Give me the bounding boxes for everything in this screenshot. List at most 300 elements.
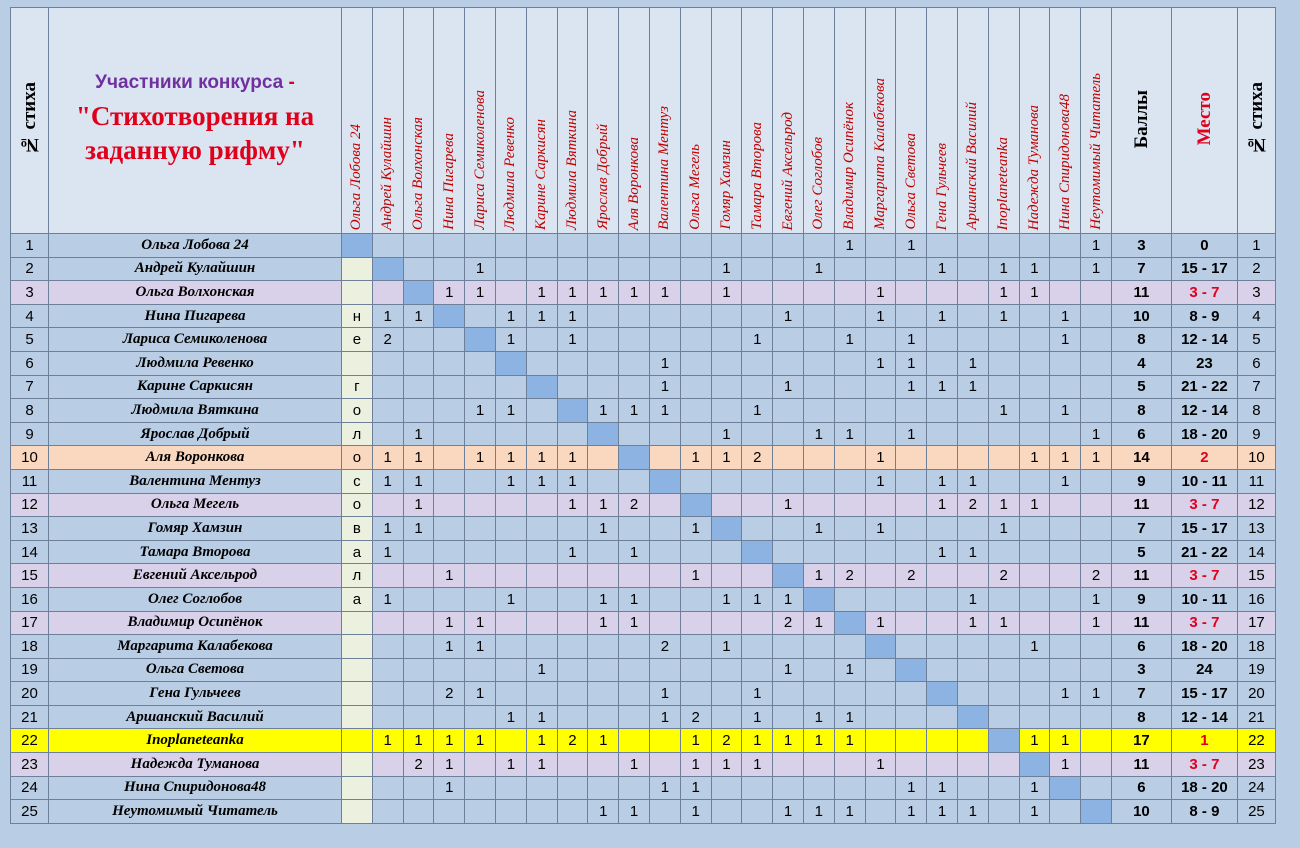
vote-cell: 1 xyxy=(865,351,896,375)
voter-header-label: Маргарита Калабекова xyxy=(871,78,888,230)
place-cell: 8 - 9 xyxy=(1171,304,1237,328)
vote-cell: 1 xyxy=(957,540,988,564)
vote-cell xyxy=(495,611,526,635)
vote-cell xyxy=(803,328,834,352)
vote-cell xyxy=(1081,635,1112,659)
vote-cell xyxy=(711,540,742,564)
score-cell: 9 xyxy=(1111,469,1171,493)
row-number: 5 xyxy=(11,328,49,352)
row-number-right: 16 xyxy=(1237,587,1275,611)
vote-cell xyxy=(896,587,927,611)
vote-cell: 1 xyxy=(619,800,650,824)
voter-header xyxy=(1081,8,1112,234)
vote-cell: 1 xyxy=(372,517,403,541)
vote-cell xyxy=(927,422,958,446)
vote-cell xyxy=(1050,611,1081,635)
vote-cell xyxy=(342,611,373,635)
vote-cell: 1 xyxy=(834,705,865,729)
vote-cell xyxy=(465,658,496,682)
voter-header-label: Аршанский Василий xyxy=(964,102,981,230)
voter-header-label: Inoplaneteanka xyxy=(995,136,1012,230)
vote-cell xyxy=(896,611,927,635)
vote-cell: 1 xyxy=(465,399,496,423)
vote-cell: 1 xyxy=(865,446,896,470)
vote-cell: 1 xyxy=(526,753,557,777)
diagonal-cell xyxy=(342,234,373,258)
score-cell: 7 xyxy=(1111,682,1171,706)
voter-header-label: Гомяр Хамзин xyxy=(717,140,734,230)
vote-cell xyxy=(526,328,557,352)
vote-cell xyxy=(834,375,865,399)
vote-cell xyxy=(896,304,927,328)
vote-cell xyxy=(588,446,619,470)
score-cell: 10 xyxy=(1111,304,1171,328)
vote-cell xyxy=(557,635,588,659)
vote-cell xyxy=(465,422,496,446)
vote-cell xyxy=(403,234,434,258)
vote-cell xyxy=(403,658,434,682)
vote-cell xyxy=(342,682,373,706)
row-number: 18 xyxy=(11,635,49,659)
voter-header xyxy=(403,8,434,234)
vote-cell: 1 xyxy=(588,611,619,635)
place-cell: 12 - 14 xyxy=(1171,399,1237,423)
vote-cell xyxy=(1019,375,1050,399)
vote-cell xyxy=(372,351,403,375)
vote-cell: 1 xyxy=(465,257,496,281)
table-row xyxy=(11,304,1276,328)
vote-cell xyxy=(372,375,403,399)
vote-cell: 1 xyxy=(957,375,988,399)
vote-cell xyxy=(1081,705,1112,729)
vote-cell: 1 xyxy=(495,705,526,729)
vote-cell xyxy=(1019,587,1050,611)
voter-header-label: Людмила Ревенко xyxy=(502,116,519,230)
vote-cell xyxy=(803,446,834,470)
vote-cell xyxy=(1050,564,1081,588)
place-cell: 12 - 14 xyxy=(1171,705,1237,729)
vote-cell xyxy=(711,234,742,258)
vote-cell: 1 xyxy=(834,422,865,446)
vote-cell xyxy=(372,611,403,635)
vote-cell xyxy=(403,800,434,824)
vote-cell xyxy=(342,658,373,682)
vote-cell xyxy=(742,493,773,517)
vote-cell xyxy=(865,422,896,446)
vote-cell xyxy=(865,234,896,258)
vote-cell xyxy=(649,564,680,588)
vote-cell: 1 xyxy=(1050,446,1081,470)
vote-cell xyxy=(834,257,865,281)
vote-cell: 1 xyxy=(526,658,557,682)
voter-header xyxy=(834,8,865,234)
vote-cell: 1 xyxy=(803,257,834,281)
vote-cell xyxy=(526,422,557,446)
vote-cell: 2 xyxy=(742,446,773,470)
vote-cell: 1 xyxy=(803,422,834,446)
vote-cell xyxy=(1019,705,1050,729)
vote-cell: 1 xyxy=(988,493,1019,517)
vote-cell xyxy=(803,635,834,659)
table-row xyxy=(11,776,1276,800)
vote-cell xyxy=(465,800,496,824)
vote-cell xyxy=(495,800,526,824)
vote-cell: а xyxy=(342,540,373,564)
voter-header-label: Ольга Волхонская xyxy=(409,116,426,230)
voter-header xyxy=(865,8,896,234)
row-number-right: 23 xyxy=(1237,753,1275,777)
vote-cell xyxy=(865,493,896,517)
vote-cell xyxy=(526,800,557,824)
vote-cell xyxy=(495,564,526,588)
vote-cell xyxy=(495,658,526,682)
vote-cell xyxy=(742,658,773,682)
table-row xyxy=(11,517,1276,541)
vote-cell xyxy=(465,517,496,541)
vote-cell xyxy=(619,422,650,446)
vote-cell: 1 xyxy=(557,304,588,328)
vote-cell: 1 xyxy=(927,800,958,824)
vote-cell xyxy=(896,540,927,564)
vote-cell xyxy=(619,375,650,399)
vote-cell xyxy=(680,635,711,659)
vote-cell: 1 xyxy=(742,587,773,611)
participant-name: Ольга Светова xyxy=(49,658,342,682)
row-number: 17 xyxy=(11,611,49,635)
vote-cell: 1 xyxy=(372,729,403,753)
vote-cell: 1 xyxy=(865,469,896,493)
score-cell: 6 xyxy=(1111,776,1171,800)
place-cell: 0 xyxy=(1171,234,1237,258)
vote-cell xyxy=(649,517,680,541)
vote-cell xyxy=(1081,658,1112,682)
vote-cell xyxy=(557,611,588,635)
voter-header-label: Андрей Кулайшин xyxy=(379,116,396,230)
vote-cell xyxy=(649,257,680,281)
score-cell: 3 xyxy=(1111,658,1171,682)
vote-cell: 2 xyxy=(1081,564,1112,588)
diagonal-cell xyxy=(465,328,496,352)
vote-cell xyxy=(988,234,1019,258)
vote-cell xyxy=(957,729,988,753)
vote-cell xyxy=(834,446,865,470)
place-cell: 1 xyxy=(1171,729,1237,753)
vote-cell: 1 xyxy=(957,587,988,611)
score-cell: 8 xyxy=(1111,399,1171,423)
vote-cell xyxy=(865,776,896,800)
vote-cell: 1 xyxy=(588,729,619,753)
vote-cell xyxy=(557,564,588,588)
row-number: 24 xyxy=(11,776,49,800)
vote-cell: 1 xyxy=(1019,257,1050,281)
vote-cell: 1 xyxy=(557,446,588,470)
vote-cell xyxy=(834,351,865,375)
row-number: 25 xyxy=(11,800,49,824)
vote-cell: 2 xyxy=(988,564,1019,588)
vote-cell: 1 xyxy=(957,469,988,493)
vote-cell xyxy=(742,517,773,541)
vote-cell xyxy=(957,517,988,541)
vote-cell xyxy=(557,705,588,729)
vote-cell: 1 xyxy=(803,611,834,635)
row-number: 10 xyxy=(11,446,49,470)
vote-cell xyxy=(495,517,526,541)
vote-cell xyxy=(1019,399,1050,423)
row-number: 11 xyxy=(11,469,49,493)
table-row xyxy=(11,446,1276,470)
vote-cell xyxy=(372,399,403,423)
voter-header-label: Тамара Второва xyxy=(748,122,765,230)
place-cell: 3 - 7 xyxy=(1171,281,1237,305)
vote-cell: 1 xyxy=(957,800,988,824)
score-cell: 5 xyxy=(1111,375,1171,399)
vote-cell xyxy=(372,800,403,824)
vote-cell: 1 xyxy=(711,257,742,281)
table-row xyxy=(11,729,1276,753)
voter-header-label: Олег Соглобов xyxy=(810,137,827,230)
vote-cell: 1 xyxy=(649,399,680,423)
vote-cell xyxy=(557,257,588,281)
vote-cell xyxy=(711,705,742,729)
row-number-right: 12 xyxy=(1237,493,1275,517)
score-cell: 6 xyxy=(1111,422,1171,446)
vote-cell xyxy=(834,304,865,328)
vote-cell: 1 xyxy=(988,611,1019,635)
vote-cell xyxy=(773,399,804,423)
vote-cell xyxy=(403,351,434,375)
voter-header xyxy=(927,8,958,234)
voter-header xyxy=(342,8,373,234)
score-cell: 11 xyxy=(1111,281,1171,305)
vote-cell: 1 xyxy=(680,517,711,541)
place-cell: 18 - 20 xyxy=(1171,422,1237,446)
vote-cell xyxy=(649,800,680,824)
vote-cell xyxy=(342,257,373,281)
vote-cell xyxy=(773,469,804,493)
row-number: 13 xyxy=(11,517,49,541)
vote-cell xyxy=(342,753,373,777)
place-cell: 2 xyxy=(1171,446,1237,470)
row-number: 19 xyxy=(11,658,49,682)
vote-cell: 1 xyxy=(588,587,619,611)
vote-cell xyxy=(649,446,680,470)
vote-cell xyxy=(649,328,680,352)
vote-cell xyxy=(988,328,1019,352)
vote-cell xyxy=(403,564,434,588)
vote-cell xyxy=(773,446,804,470)
vote-cell: 1 xyxy=(988,517,1019,541)
vote-cell xyxy=(988,776,1019,800)
vote-cell xyxy=(803,776,834,800)
vote-cell: 2 xyxy=(773,611,804,635)
vote-cell: 2 xyxy=(619,493,650,517)
vote-cell: в xyxy=(342,517,373,541)
vote-cell xyxy=(957,776,988,800)
vote-cell xyxy=(957,234,988,258)
vote-cell xyxy=(896,753,927,777)
vote-cell xyxy=(988,658,1019,682)
voter-header xyxy=(680,8,711,234)
diagonal-cell xyxy=(372,257,403,281)
contest-title-line1: Участники конкурса - xyxy=(95,72,295,94)
vote-cell: 1 xyxy=(1050,328,1081,352)
vote-cell xyxy=(742,304,773,328)
vote-cell xyxy=(711,682,742,706)
vote-cell: 1 xyxy=(1050,469,1081,493)
score-cell: 3 xyxy=(1111,234,1171,258)
table-row xyxy=(11,469,1276,493)
vote-cell xyxy=(896,281,927,305)
row-number-right: 18 xyxy=(1237,635,1275,659)
vote-cell: 1 xyxy=(1081,257,1112,281)
vote-cell xyxy=(927,234,958,258)
vote-cell xyxy=(1050,422,1081,446)
vote-cell: 1 xyxy=(1050,753,1081,777)
vote-cell xyxy=(342,800,373,824)
vote-cell xyxy=(465,587,496,611)
diagonal-cell xyxy=(957,705,988,729)
vote-cell: 2 xyxy=(434,682,465,706)
vote-cell: 1 xyxy=(927,257,958,281)
vote-cell xyxy=(680,375,711,399)
vote-cell xyxy=(865,399,896,423)
row-number: 23 xyxy=(11,753,49,777)
table-row xyxy=(11,682,1276,706)
vote-cell xyxy=(988,753,1019,777)
table-row xyxy=(11,493,1276,517)
place-cell: 18 - 20 xyxy=(1171,776,1237,800)
vote-cell xyxy=(649,729,680,753)
vote-cell xyxy=(742,281,773,305)
vote-cell xyxy=(1081,281,1112,305)
voter-header-label: Неутомимый Читатель xyxy=(1087,73,1104,230)
vote-cell xyxy=(465,776,496,800)
vote-cell xyxy=(1019,540,1050,564)
vote-cell xyxy=(834,540,865,564)
vote-cell xyxy=(834,493,865,517)
vote-cell xyxy=(588,658,619,682)
participant-name: Ольга Лобова 24 xyxy=(49,234,342,258)
vote-cell xyxy=(1081,469,1112,493)
vote-cell: 1 xyxy=(865,304,896,328)
vote-cell xyxy=(465,705,496,729)
vote-cell xyxy=(1019,234,1050,258)
vote-cell xyxy=(711,776,742,800)
vote-cell xyxy=(526,493,557,517)
participant-name: Карине Саркисян xyxy=(49,375,342,399)
vote-cell: 1 xyxy=(495,399,526,423)
place-cell: 8 - 9 xyxy=(1171,800,1237,824)
vote-cell: 1 xyxy=(896,422,927,446)
vote-cell xyxy=(742,351,773,375)
vote-cell xyxy=(680,351,711,375)
vote-cell: 1 xyxy=(680,564,711,588)
vote-cell: 1 xyxy=(588,517,619,541)
vote-cell xyxy=(773,776,804,800)
vote-cell: 1 xyxy=(557,328,588,352)
vote-cell xyxy=(711,304,742,328)
diagonal-cell xyxy=(557,399,588,423)
diagonal-cell xyxy=(803,587,834,611)
vote-cell xyxy=(957,328,988,352)
vote-cell: а xyxy=(342,587,373,611)
row-number: 21 xyxy=(11,705,49,729)
diagonal-cell xyxy=(403,281,434,305)
place-cell: 15 - 17 xyxy=(1171,257,1237,281)
vote-cell xyxy=(619,564,650,588)
voter-header xyxy=(557,8,588,234)
vote-cell: 1 xyxy=(711,446,742,470)
vote-cell: 1 xyxy=(1050,682,1081,706)
vote-cell xyxy=(649,422,680,446)
vote-cell xyxy=(526,257,557,281)
vote-cell xyxy=(372,564,403,588)
vote-cell xyxy=(927,517,958,541)
place-cell: 3 - 7 xyxy=(1171,493,1237,517)
row-number-right: 25 xyxy=(1237,800,1275,824)
vote-cell: 1 xyxy=(1081,422,1112,446)
diagonal-cell xyxy=(649,469,680,493)
vote-cell xyxy=(588,304,619,328)
vote-cell xyxy=(588,351,619,375)
vote-cell xyxy=(834,776,865,800)
vote-cell: 1 xyxy=(680,446,711,470)
vote-cell xyxy=(403,375,434,399)
row-number-right: 7 xyxy=(1237,375,1275,399)
vote-cell: 1 xyxy=(557,469,588,493)
vote-cell xyxy=(465,493,496,517)
vote-cell: с xyxy=(342,469,373,493)
vote-cell: 1 xyxy=(403,304,434,328)
vote-cell xyxy=(557,517,588,541)
row-number-right: 9 xyxy=(1237,422,1275,446)
vote-cell xyxy=(434,493,465,517)
vote-cell: 1 xyxy=(1019,800,1050,824)
vote-cell: 2 xyxy=(711,729,742,753)
vote-cell xyxy=(742,375,773,399)
vote-cell xyxy=(649,493,680,517)
vote-cell: 1 xyxy=(1050,729,1081,753)
table-row xyxy=(11,422,1276,446)
vote-cell: 1 xyxy=(865,611,896,635)
vote-cell xyxy=(957,564,988,588)
vote-cell xyxy=(773,422,804,446)
vote-cell xyxy=(896,517,927,541)
header-score xyxy=(1111,8,1171,234)
vote-cell xyxy=(465,753,496,777)
vote-cell: 1 xyxy=(557,493,588,517)
vote-cell: 1 xyxy=(434,281,465,305)
table-row xyxy=(11,351,1276,375)
row-number-right: 10 xyxy=(1237,446,1275,470)
vote-cell xyxy=(927,281,958,305)
participant-name: Евгений Аксельрод xyxy=(49,564,342,588)
vote-cell: 1 xyxy=(742,328,773,352)
diagonal-cell xyxy=(1019,753,1050,777)
vote-cell: 1 xyxy=(927,493,958,517)
vote-cell xyxy=(834,399,865,423)
vote-cell: 1 xyxy=(711,635,742,659)
vote-cell: 1 xyxy=(372,587,403,611)
vote-cell: 1 xyxy=(680,800,711,824)
voter-header xyxy=(526,8,557,234)
vote-cell xyxy=(834,469,865,493)
header-place-label: Место xyxy=(1193,92,1215,146)
vote-cell xyxy=(588,234,619,258)
vote-cell: 1 xyxy=(619,399,650,423)
participant-name: Гомяр Хамзин xyxy=(49,517,342,541)
vote-cell xyxy=(865,375,896,399)
